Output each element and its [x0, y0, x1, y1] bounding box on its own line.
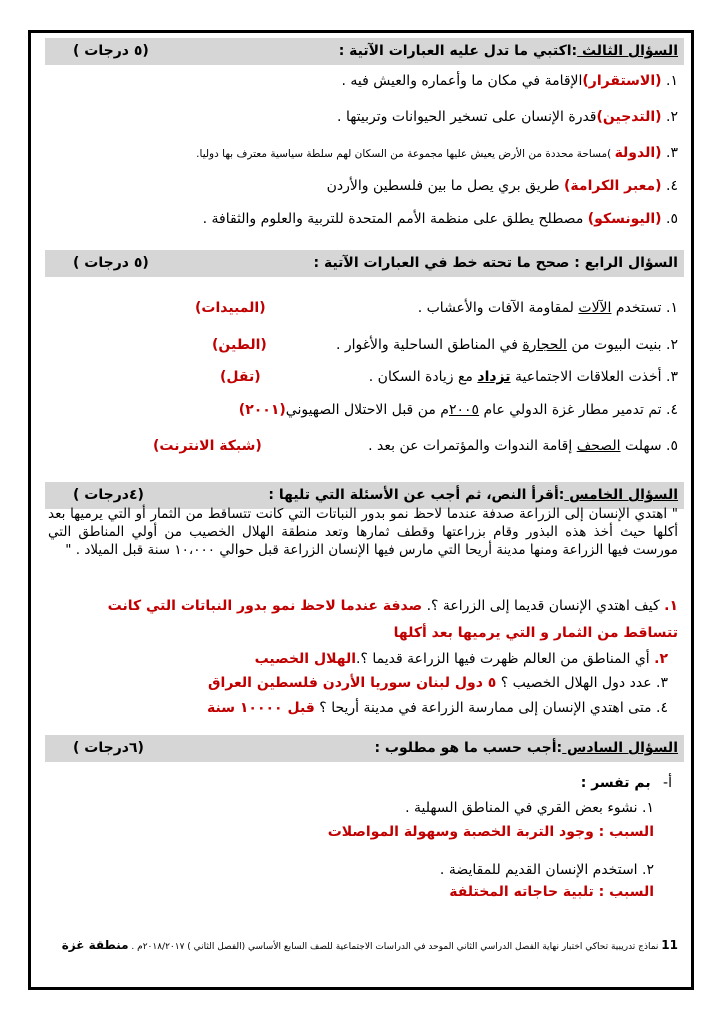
- q3-item-5: ٥. (اليونسكو) مصطلح يطلق على منظمة الأمم المتحدة للتربية والعلوم والثقافة .: [202, 211, 678, 227]
- q5-answer-1-cont: تتساقط من الثمار و التي يرميها بعد أكلها: [393, 625, 678, 641]
- q4-item-1: ١. تستخدم الآلات لمقاومة الآفات والأعشاب .: [417, 300, 678, 316]
- q3-answer-5: (اليونسكو): [587, 211, 662, 227]
- q5-answer-4: قبل ١٠٠٠٠ سنة: [207, 700, 315, 716]
- q5-item-1: ١. كيف اهتدي الإنسان قديما إلى الزراعة ؟. صدفة عندما لاحظ نمو بدور النباتات التي كانت: [107, 598, 678, 614]
- q5-title: السؤال الخامس: [564, 487, 678, 503]
- page-footer: [62, 938, 678, 954]
- q3-title: السؤال الثالث: [577, 43, 678, 59]
- q3-answer-4: (معبر الكرامة): [564, 178, 662, 194]
- q4-title: السؤال الرابع : صحح ما تحته خط في العبارات الآتية :: [313, 255, 678, 271]
- q4-item-4: ٤. تم تدمير مطار غزة الدولي عام ٢٠٠٥م من قبل الاحتلال الصهيوني(٢٠٠١): [238, 402, 678, 418]
- q3-answer-1: (الاستقرار): [582, 73, 662, 89]
- q5-item-3: ٣. عدد دول الهلال الخصيب ؟ ٥ دول لبنان سوريا الأردن فلسطين العراق: [208, 675, 668, 691]
- q4-item-2: ٢. بنيت البيوت من الحجارة في المناطق الساحلية والأغوار .: [335, 337, 678, 353]
- q3-instruction: :اكتبي ما تدل عليه العبارات الآتية :: [338, 43, 578, 59]
- q3-header: [45, 38, 684, 65]
- q5-answer-1: صدفة عندما لاحظ نمو بدور النباتات التي كانت: [107, 598, 423, 614]
- q4-header: [45, 250, 684, 277]
- q3-item-1: ١. (الاستقرار)الإقامة في مكان ما وأعماره والعيش فيه .: [341, 73, 678, 89]
- q5-answer-3: ٥ دول لبنان سوريا الأردن فلسطين العراق: [208, 675, 497, 691]
- q6-sub-label: أ-: [663, 775, 672, 791]
- q4-marks: (٥ درجات ): [73, 255, 149, 271]
- q4-answer-5: (شبكة الانترنت): [153, 438, 262, 454]
- q5-answer-2: الهلال الخصيب: [254, 651, 357, 667]
- q6-header: [45, 735, 684, 762]
- q4-answer-3: (تقل): [220, 369, 261, 385]
- q5-marks: (٤درجات ): [73, 487, 144, 503]
- footer-region: منطقة غزة: [61, 938, 129, 952]
- q5-instruction: :أقرأ النص، ثم أجب عن الأسئلة التي تليها :: [268, 487, 565, 503]
- q5-item-4: ٤. متى اهتدي الإنسان إلى ممارسة الزراعة في مدينة أريحا ؟ قبل ١٠٠٠٠ سنة: [207, 700, 668, 716]
- q4-item-3: ٣. أخذت العلاقات الاجتماعية تزداد مع زيادة السكان .: [368, 369, 678, 385]
- q4-item-5: ٥. سهلت الصحف إقامة الندوات والمؤتمرات عن بعد .: [368, 438, 678, 454]
- q3-item-4: ٤. (معبر الكرامة) طريق بري يصل ما بين فلسطين والأردن: [326, 178, 678, 194]
- q3-answer-3: (الدولة: [614, 145, 662, 161]
- q6-instruction: :أجب حسب ما هو مطلوب :: [374, 740, 563, 756]
- q6-title: السؤال السادس: [562, 740, 678, 756]
- q6-item-2: ٢. استخدم الإنسان القديم للمقايضة .: [439, 862, 654, 878]
- q4-answer-2: (الطين): [212, 337, 267, 353]
- q6-sub-title: بم تفسر :: [580, 775, 651, 791]
- q3-item-3: ٣. (الدولة )مساحة محددة من الأرض يعيش عليها مجموعة من السكان لهم سلطة سياسية معترف بها دوليا.: [196, 145, 678, 161]
- q3-item-2: ٢. (التدجين)قدرة الإنسان على تسخير الحيوانات وتربيتها .: [337, 109, 678, 125]
- page-number: 11: [661, 938, 678, 952]
- q6-answer-2: السبب : تلبية حاجاته المختلفة: [449, 884, 654, 900]
- q6-subsection: [581, 775, 672, 791]
- q4-answer-1: (المبيدات): [195, 300, 266, 316]
- q5-passage: " اهتدي الإنسان إلى الزراعة صدفة عندما لاحظ نمو بدور النباتات التي كانت تتساقط من الثمار أو التي يرميها بعد أكلها حيث أخذ هذه البذور وقام بزراعتها وقطف ثمارها وتعد منطقة الهلال الخصيب من أولي المناطق التي مورست فيها الزراعة ومنها مدينة أريحا التي مارس فيها الإنسان الزراعة قبل حوالي ١٠،٠٠٠ سنة قبل الميلاد . ": [48, 506, 678, 558]
- q3-answer-2: (التدجين): [596, 109, 662, 125]
- q5-item-2: ٢. أي المناطق من العالم ظهرت فيها الزراعة قديما ؟.الهلال الخصيب: [254, 651, 668, 667]
- q6-item-1: ١. نشوء بعض القري في المناطق السهلية .: [405, 800, 654, 816]
- q6-marks: (٦درجات ): [73, 740, 144, 756]
- q3-marks: (٥ درجات ): [73, 43, 149, 59]
- q6-answer-1: السبب : وجود التربة الخصبة وسهولة المواصلات: [327, 824, 654, 840]
- q4-answer-4: (٢٠٠١): [238, 402, 286, 418]
- q5-item-1-cont: [394, 625, 678, 641]
- footer-text: نماذج تدريبية تحاكي اختبار نهاية الفصل الدراسي الثاني الموحد في الدراسات الاجتماعية للصف السابع الأساسي (الفصل الثاني ) ٢٠١٨/٢٠١٧م .: [128, 942, 662, 952]
